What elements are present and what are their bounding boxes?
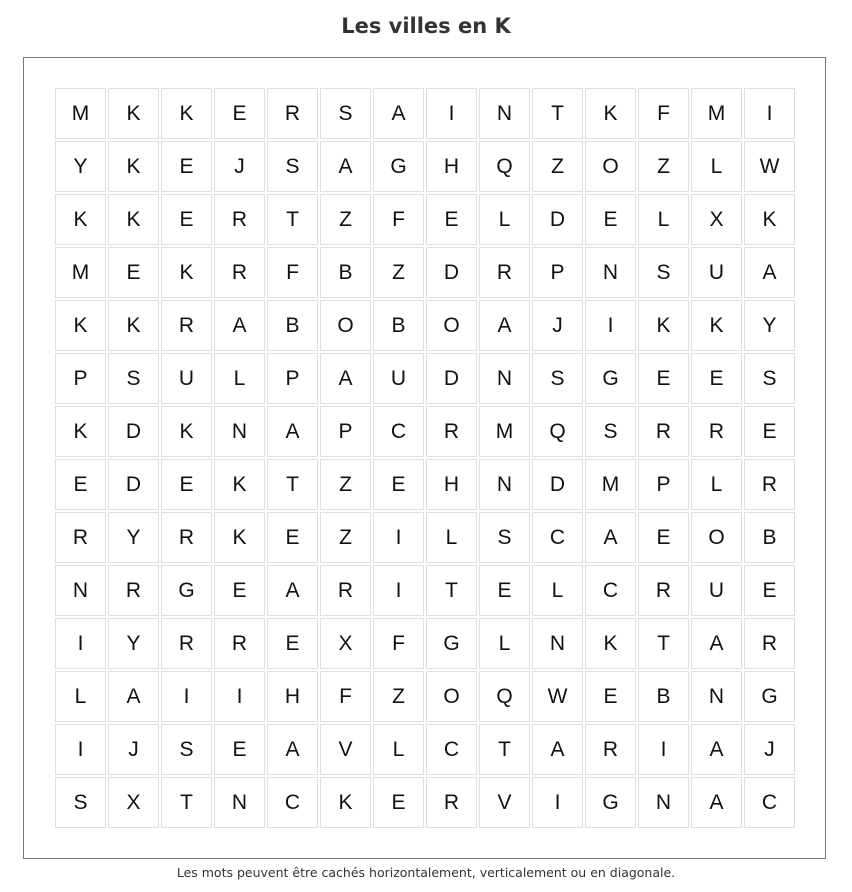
grid-cell[interactable]: Z [320,512,371,563]
grid-cell[interactable]: P [320,406,371,457]
grid-cell[interactable]: Q [479,141,530,192]
grid-cell[interactable]: E [479,565,530,616]
grid-cell[interactable]: L [426,512,477,563]
grid-cell[interactable]: T [638,618,689,669]
grid-cell[interactable]: D [532,459,583,510]
grid-cell[interactable]: R [214,618,265,669]
grid-cell[interactable]: A [320,353,371,404]
grid-cell[interactable]: N [479,459,530,510]
grid-cell[interactable]: E [691,353,742,404]
grid-cell[interactable]: R [426,406,477,457]
grid-cell[interactable]: K [161,88,212,139]
grid-cell[interactable]: Y [744,300,795,351]
grid-cell[interactable]: X [108,777,159,828]
grid-cell[interactable]: K [161,406,212,457]
grid-cell[interactable]: I [532,777,583,828]
grid-cell[interactable]: D [108,459,159,510]
grid-cell[interactable]: E [161,141,212,192]
grid-cell[interactable]: B [373,300,424,351]
grid-cell[interactable]: R [744,459,795,510]
grid-cell[interactable]: K [108,141,159,192]
grid-cell[interactable]: I [214,671,265,722]
grid-cell[interactable]: K [55,300,106,351]
grid-cell[interactable]: G [744,671,795,722]
grid-cell[interactable]: E [744,406,795,457]
grid-cell[interactable]: F [373,618,424,669]
grid-cell[interactable]: M [691,88,742,139]
grid-cell[interactable]: A [267,565,318,616]
grid-cell[interactable]: A [691,724,742,775]
grid-cell[interactable]: B [744,512,795,563]
grid-cell[interactable]: B [267,300,318,351]
grid-cell[interactable]: R [267,88,318,139]
grid-cell[interactable]: K [585,88,636,139]
grid-cell[interactable]: R [161,512,212,563]
grid-cell[interactable]: U [691,247,742,298]
grid-cell[interactable]: O [426,300,477,351]
grid-cell[interactable]: R [55,512,106,563]
grid-cell[interactable]: S [744,353,795,404]
grid-cell[interactable]: D [532,194,583,245]
grid-cell[interactable]: J [108,724,159,775]
grid-cell[interactable]: Z [638,141,689,192]
grid-cell[interactable]: E [214,565,265,616]
grid-cell[interactable]: F [267,247,318,298]
grid-cell[interactable]: I [426,88,477,139]
grid-cell[interactable]: R [744,618,795,669]
grid-cell[interactable]: T [479,724,530,775]
grid-cell[interactable]: E [161,459,212,510]
grid-cell[interactable]: B [320,247,371,298]
grid-cell[interactable]: F [638,88,689,139]
grid-cell[interactable]: F [373,194,424,245]
grid-cell[interactable]: U [161,353,212,404]
grid-cell[interactable]: K [744,194,795,245]
grid-cell[interactable]: H [426,459,477,510]
grid-cell[interactable]: P [55,353,106,404]
grid-cell[interactable]: A [267,724,318,775]
instructions-text: Les mots peuvent être cachés horizontalement, verticalement ou en diagonale. [176,865,676,880]
grid-cell[interactable]: F [320,671,371,722]
grid-cell[interactable]: L [532,565,583,616]
grid-cell[interactable]: I [585,300,636,351]
grid-cell[interactable]: R [426,777,477,828]
grid-cell[interactable]: K [214,459,265,510]
grid-cell[interactable]: A [214,300,265,351]
grid-cell[interactable]: K [108,88,159,139]
grid-cell[interactable]: D [108,406,159,457]
grid-cell[interactable]: S [638,247,689,298]
grid-cell[interactable]: V [320,724,371,775]
grid-cell[interactable]: K [638,300,689,351]
grid-cell[interactable]: E [55,459,106,510]
grid-cell[interactable]: L [638,194,689,245]
grid-cell[interactable]: A [532,724,583,775]
grid-cell[interactable]: G [585,353,636,404]
grid-cell[interactable]: E [267,618,318,669]
grid-cell[interactable]: U [691,565,742,616]
grid-cell[interactable]: I [373,565,424,616]
grid-cell[interactable]: T [267,459,318,510]
grid-cell[interactable]: C [373,406,424,457]
grid-cell[interactable]: M [55,88,106,139]
grid-cell[interactable]: Q [479,671,530,722]
grid-cell[interactable]: M [585,459,636,510]
grid-cell[interactable]: R [479,247,530,298]
grid-cell[interactable]: K [320,777,371,828]
grid-cell[interactable]: H [267,671,318,722]
grid-cell[interactable]: Z [320,459,371,510]
grid-cell[interactable]: E [744,565,795,616]
grid-cell[interactable]: U [373,353,424,404]
grid-cell[interactable]: P [267,353,318,404]
grid-cell[interactable]: E [638,353,689,404]
grid-cell[interactable]: C [267,777,318,828]
grid-cell[interactable]: Z [373,247,424,298]
grid-cell[interactable]: D [426,247,477,298]
grid-cell[interactable]: J [744,724,795,775]
grid-cell[interactable]: E [161,194,212,245]
grid-cell[interactable]: O [320,300,371,351]
grid-cell[interactable]: X [691,194,742,245]
grid-cell[interactable]: K [161,247,212,298]
grid-cell[interactable]: N [479,88,530,139]
grid-cell[interactable]: R [161,300,212,351]
grid-cell[interactable]: N [55,565,106,616]
grid-cell[interactable]: H [426,141,477,192]
grid-cell[interactable]: G [585,777,636,828]
grid-cell[interactable]: L [373,724,424,775]
grid-cell[interactable]: I [55,618,106,669]
grid-cell[interactable]: N [532,618,583,669]
grid-cell[interactable]: V [479,777,530,828]
grid-cell[interactable]: R [214,247,265,298]
grid-cell[interactable]: A [108,671,159,722]
grid-cell[interactable]: R [214,194,265,245]
grid-cell[interactable]: L [691,141,742,192]
grid-cell[interactable]: P [638,459,689,510]
grid-cell[interactable]: E [638,512,689,563]
grid-cell[interactable]: K [214,512,265,563]
grid-cell[interactable]: S [479,512,530,563]
grid-cell[interactable]: N [214,777,265,828]
grid-cell[interactable]: X [320,618,371,669]
grid-cell[interactable]: E [373,777,424,828]
grid-cell[interactable]: T [532,88,583,139]
grid-cell[interactable]: W [532,671,583,722]
grid-cell[interactable]: K [108,194,159,245]
grid-cell[interactable]: K [585,618,636,669]
grid-cell[interactable]: T [426,565,477,616]
grid-cell[interactable]: L [55,671,106,722]
grid-cell[interactable]: I [161,671,212,722]
grid-cell[interactable]: S [55,777,106,828]
grid-cell[interactable]: L [479,194,530,245]
grid-cell[interactable]: T [267,194,318,245]
grid-cell[interactable]: A [320,141,371,192]
grid-cell[interactable]: S [161,724,212,775]
grid-cell[interactable]: R [108,565,159,616]
grid-cell[interactable]: G [161,565,212,616]
grid-cell[interactable]: R [585,724,636,775]
grid-cell[interactable]: R [638,565,689,616]
grid-cell[interactable]: O [426,671,477,722]
grid-cell[interactable]: M [55,247,106,298]
grid-cell[interactable]: Y [55,141,106,192]
grid-cell[interactable]: K [691,300,742,351]
grid-cell[interactable]: E [214,88,265,139]
grid-cell[interactable]: A [479,300,530,351]
grid-cell[interactable]: T [161,777,212,828]
grid-cell[interactable]: K [55,194,106,245]
grid-cell[interactable]: C [744,777,795,828]
grid-cell[interactable]: C [426,724,477,775]
grid-cell[interactable]: N [638,777,689,828]
grid-cell[interactable]: N [585,247,636,298]
grid-cell[interactable]: A [373,88,424,139]
grid-cell[interactable]: A [267,406,318,457]
grid-cell[interactable]: K [108,300,159,351]
grid-cell[interactable]: E [585,671,636,722]
grid-cell[interactable]: M [479,406,530,457]
grid-cell[interactable]: O [585,141,636,192]
grid-cell[interactable]: G [426,618,477,669]
grid-cell[interactable]: Z [320,194,371,245]
grid-cell[interactable]: S [532,353,583,404]
grid-cell[interactable]: K [55,406,106,457]
grid-cell[interactable]: S [108,353,159,404]
grid-cell[interactable]: Z [532,141,583,192]
grid-cell[interactable]: A [691,777,742,828]
grid-cell[interactable]: I [744,88,795,139]
grid-cell[interactable]: S [267,141,318,192]
grid-cell[interactable]: S [585,406,636,457]
grid-cell[interactable]: L [691,459,742,510]
letter-grid [55,88,797,830]
grid-cell[interactable]: J [214,141,265,192]
grid-cell[interactable]: D [426,353,477,404]
grid-cell[interactable]: O [691,512,742,563]
grid-cell[interactable]: S [320,88,371,139]
grid-cell[interactable]: B [638,671,689,722]
grid-cell[interactable]: A [585,512,636,563]
grid-cell[interactable]: C [532,512,583,563]
grid-cell[interactable]: E [108,247,159,298]
grid-cell[interactable]: I [55,724,106,775]
grid-cell[interactable]: P [532,247,583,298]
grid-cell[interactable]: L [214,353,265,404]
grid-cell[interactable]: N [691,671,742,722]
grid-cell[interactable]: E [585,194,636,245]
grid-cell[interactable]: R [161,618,212,669]
grid-cell[interactable]: Q [532,406,583,457]
grid-cell[interactable]: L [479,618,530,669]
grid-cell[interactable]: E [214,724,265,775]
grid-cell[interactable]: A [744,247,795,298]
grid-cell[interactable]: Y [108,618,159,669]
grid-cell[interactable]: G [373,141,424,192]
grid-cell[interactable]: C [585,565,636,616]
puzzle-title: Les villes en K [341,14,511,38]
grid-cell[interactable]: R [320,565,371,616]
grid-cell[interactable]: N [479,353,530,404]
grid-cell[interactable]: I [638,724,689,775]
grid-cell[interactable]: Y [108,512,159,563]
grid-cell[interactable]: I [373,512,424,563]
grid-cell[interactable]: A [691,618,742,669]
grid-cell[interactable]: J [532,300,583,351]
grid-cell[interactable]: E [373,459,424,510]
grid-cell[interactable]: Z [373,671,424,722]
grid-cell[interactable]: R [691,406,742,457]
grid-cell[interactable]: R [638,406,689,457]
grid-cell[interactable]: E [267,512,318,563]
grid-cell[interactable]: W [744,141,795,192]
grid-cell[interactable]: E [426,194,477,245]
grid-cell[interactable]: N [214,406,265,457]
